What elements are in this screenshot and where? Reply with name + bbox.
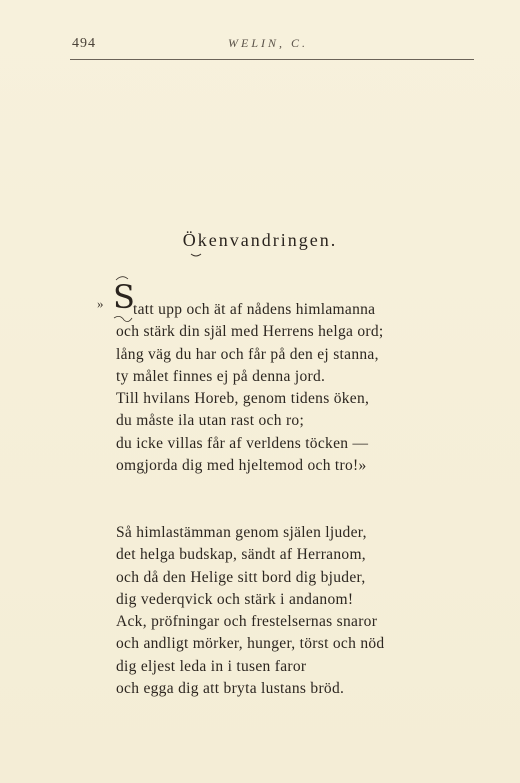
poem-title: Ökenvandringen. [182,230,338,250]
poem-line: det helga budskap, sändt af Herranom, [116,546,366,564]
stanza-1 [116,299,384,477]
poem-line: Ack, pröfningar och frestelsernas snaror [116,613,378,631]
poem-line: dig eljest leda in i tusen faror [116,657,307,675]
opening-quote-mark: » [97,296,104,311]
poem-line: Till hvilans Horeb, genom tidens öken, [116,390,370,408]
poem-line: Så himlastämman genom själen ljuder, [116,524,367,541]
poem-line: du icke villas får af verldens töcken — [116,434,369,452]
stanza-2 [116,522,384,700]
poem-line: och då den Helige sitt bord dig bjuder, [116,568,366,586]
poem-line: lång väg du har och får på den ej stanna, [116,345,379,363]
poem-line: och andligt mörker, hunger, törst och nöd [116,635,385,653]
poem-line: och stärk din själ med Herrens helga ord; [116,323,384,341]
page-number: 494 [72,36,96,51]
poem-line: ty målet finnes ej på denna jord. [116,367,326,385]
poem-line: dig vederqvick och stärk i andanom! [116,590,354,608]
poem-line: tatt upp och ät af nådens himlamanna [133,301,376,318]
drop-cap-letter: S [113,278,135,316]
poem-line: och egga dig att bryta lustans bröd. [116,680,345,698]
poem-line: du måste ila utan rast och ro; [116,412,305,430]
title-flourish-icon [190,252,202,258]
header-rule [70,59,474,60]
running-head: WELIN, C. [228,36,309,50]
poem-line: omgjorda dig med hjeltemod och tro!» [116,457,367,475]
